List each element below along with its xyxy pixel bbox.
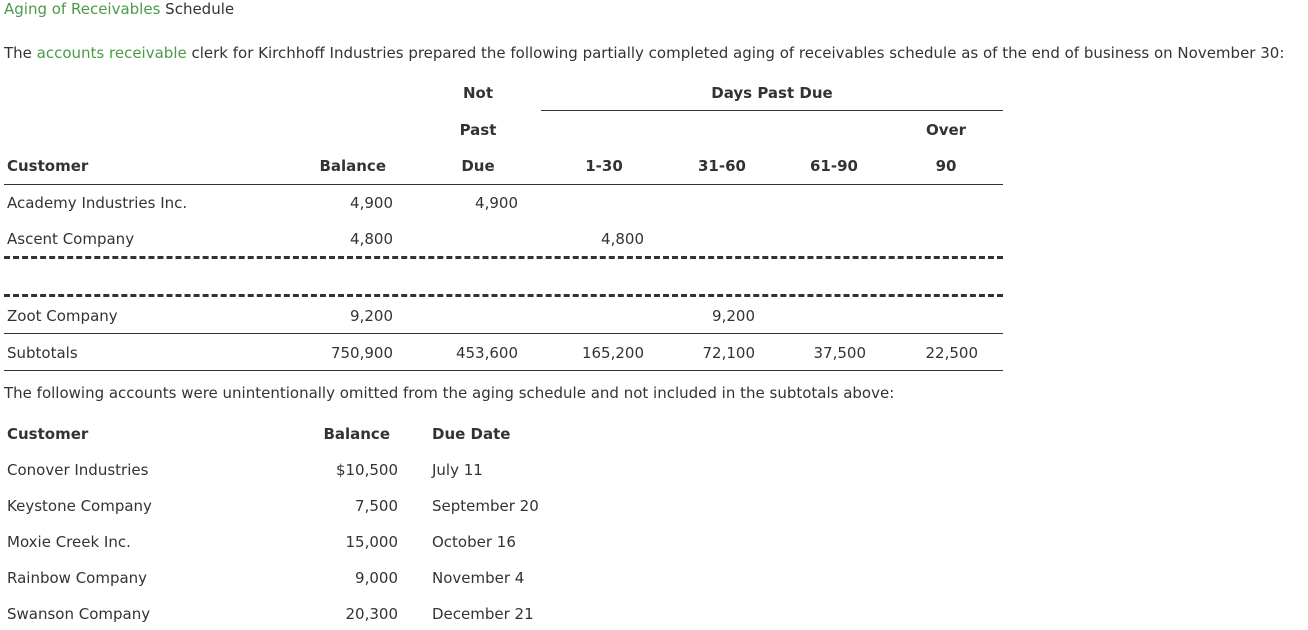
header-due: Due (461, 157, 495, 175)
days-past-due-rule (541, 110, 1003, 111)
list-item-due-date: November 4 (432, 569, 525, 587)
table-row-not-past-due: 4,900 (475, 194, 518, 212)
table-row-customer: Ascent Company (7, 230, 135, 248)
subtotal-not-past-due: 453,600 (455, 344, 518, 362)
header-90: 90 (935, 157, 957, 175)
table-row-customer: Academy Industries Inc. (7, 194, 188, 212)
header-days-past-due: Days Past Due (711, 84, 833, 102)
list-item-customer: Conover Industries (7, 461, 149, 479)
subtotal-31-60: 72,100 (702, 344, 755, 362)
list-item-balance: $10,500 (335, 461, 398, 479)
subtotal-rule-top (4, 333, 1003, 334)
title-rest: Schedule (160, 0, 235, 18)
omitted-header-customer: Customer (7, 425, 89, 443)
subtotal-rule-bottom (4, 370, 1003, 371)
header-over: Over (925, 121, 967, 139)
list-item-customer: Swanson Company (7, 605, 151, 623)
table-row-customer: Zoot Company (7, 307, 118, 325)
omission-divider-bottom (4, 294, 1003, 297)
page-title (4, 0, 234, 18)
table-row-balance: 9,200 (350, 307, 393, 325)
omitted-header-due-date: Due Date (432, 425, 511, 443)
header-31-60: 31-60 (698, 157, 746, 175)
subtotal-1-30: 165,200 (581, 344, 644, 362)
table-row-balance: 4,900 (350, 194, 393, 212)
table-row-balance: 4,800 (350, 230, 393, 248)
list-item-balance: 7,500 (355, 497, 398, 515)
subtotals-label: Subtotals (7, 344, 78, 362)
header-61-90: 61-90 (810, 157, 858, 175)
accounts-receivable-link[interactable]: accounts receivable (36, 44, 187, 62)
list-item-customer: Keystone Company (7, 497, 152, 515)
omission-divider-top (4, 256, 1003, 259)
intro-text-post: clerk for Kirchhoff Industries prepared the following partially completed aging of receivables schedule as of the end of business on November 30: (186, 44, 1285, 62)
omitted-intro: The following accounts were unintentionally omitted from the aging schedule and not included in the subtotals above: (4, 384, 895, 402)
intro-paragraph (4, 44, 1284, 62)
list-item-due-date: October 16 (432, 533, 516, 551)
omitted-header-balance: Balance (323, 425, 390, 443)
list-item-customer: Rainbow Company (7, 569, 148, 587)
table-row-31-60: 9,200 (712, 307, 755, 325)
list-item-due-date: September 20 (432, 497, 539, 515)
aging-of-receivables-link[interactable]: Aging of Receivables (4, 0, 161, 18)
header-1-30: 1-30 (585, 157, 623, 175)
header-past: Past (459, 121, 497, 139)
intro-text-pre: The (4, 44, 37, 62)
header-balance: Balance (319, 157, 386, 175)
subtotal-61-90: 37,500 (813, 344, 866, 362)
subtotal-balance: 750,900 (330, 344, 393, 362)
subtotal-over-90: 22,500 (925, 344, 978, 362)
table-row-1-30: 4,800 (601, 230, 644, 248)
header-rule (4, 184, 1003, 185)
header-customer: Customer (7, 157, 89, 175)
list-item-due-date: December 21 (432, 605, 534, 623)
list-item-customer: Moxie Creek Inc. (7, 533, 131, 551)
list-item-due-date: July 11 (432, 461, 483, 479)
header-not: Not (462, 84, 494, 102)
list-item-balance: 20,300 (345, 605, 398, 623)
list-item-balance: 15,000 (345, 533, 398, 551)
list-item-balance: 9,000 (355, 569, 398, 587)
